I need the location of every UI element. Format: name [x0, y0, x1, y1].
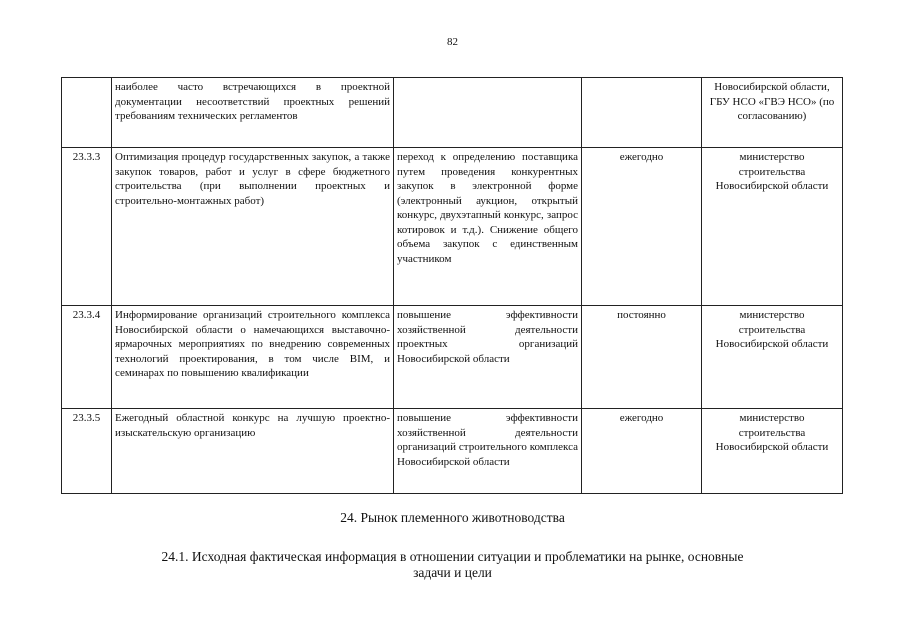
deadline-cell: постоянно: [582, 306, 702, 409]
section-heading: 24. Рынок племенного животноводства: [340, 510, 565, 525]
measure-cell: Оптимизация процедур государственных закупок, а также закупок товаров, работ и услуг в сфере бюджетного строительства (при выполнении проектных и строительно-монтажных работ): [112, 148, 394, 306]
measure-cell: наиболее часто встречающихся в проектной документации несоответствий проектных решений требованиям технических регламентов: [112, 78, 394, 148]
result-cell: повышение эффективности хозяйственной деятельности организаций строительного комплекса Новосибирской области: [394, 409, 582, 494]
measure-cell: Информирование организаций строительного комплекса Новосибирской области о намечающихся выставочно-ярмарочных мероприятиях по внедрению современных технологий проектирования, в том числе BIM, и семинарах по повышению квалификации: [112, 306, 394, 409]
row-number-cell: 23.3.5: [62, 409, 112, 494]
responsible-cell: Новосибирской области, ГБУ НСО «ГВЭ НСО» (по согласованию): [702, 78, 843, 148]
result-cell: переход к определению поставщика путем проведения конкурентных закупок в электронной форме (электронный аукцион, открытый конкурс, двухэтапный конкурс, запрос котировок и т.д.). Снижение общего объема закупок с единственным участником: [394, 148, 582, 306]
table-row: [62, 148, 843, 306]
row-number-cell: 23.3.4: [62, 306, 112, 409]
responsible-cell: министерство строительства Новосибирской области: [702, 306, 843, 409]
responsible-cell: министерство строительства Новосибирской области: [702, 409, 843, 494]
table-row: [62, 409, 843, 494]
deadline-cell: ежегодно: [582, 409, 702, 494]
row-number-cell: 23.3.3: [62, 148, 112, 306]
responsible-cell: министерство строительства Новосибирской области: [702, 148, 843, 306]
deadline-cell: [582, 78, 702, 148]
measures-table: [61, 77, 843, 494]
measure-cell: Ежегодный областной конкурс на лучшую проектно-изыскательскую организацию: [112, 409, 394, 494]
deadline-cell: ежегодно: [582, 148, 702, 306]
subsection-heading: 24.1. Исходная фактическая информация в отношении ситуации и проблематики на рынке, основные задачи и цели: [161, 549, 744, 580]
table-row: [62, 78, 843, 148]
row-number-cell: [62, 78, 112, 148]
result-cell: [394, 78, 582, 148]
table-row: [62, 306, 843, 409]
page-number: 82: [447, 36, 458, 48]
result-cell: повышение эффективности хозяйственной деятельности проектных организаций Новосибирской области: [394, 306, 582, 409]
